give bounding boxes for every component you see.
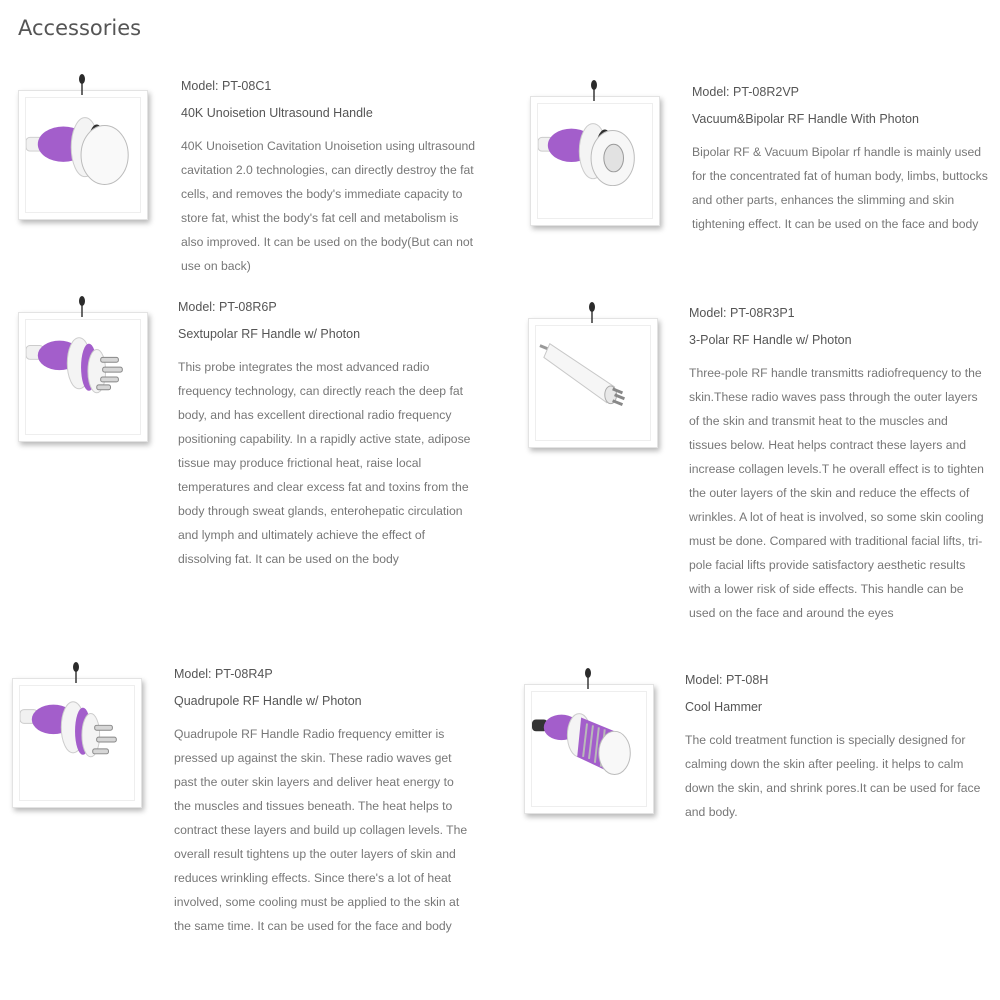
product-name: Sextupolar RF Handle w/ Photon: [178, 327, 361, 341]
ultrasound-handle-icon: [26, 98, 140, 212]
sextupolar-rf-handle-icon: [26, 320, 140, 434]
product-name: Quadrupole RF Handle w/ Photon: [174, 694, 362, 708]
product-name: 40K Unoisetion Ultrasound Handle: [181, 106, 373, 120]
pushpin-icon: [71, 661, 81, 687]
product-description: Quadrupole RF Handle Radio frequency emitter is pressed up against the skin. These radio waves get past the outer skin layers and deliver heat energy to the muscles and tissues beneath. The heat helps to contract these layers and build up collagen levels. The overall result tightens up the outer layers of skin and reduces wrinkling effects. Since there's a lot of heat involved, some cooling must be applied to the skin at the same time. It can be used for the face and body: [174, 727, 468, 933]
model-number: Model: PT-08R3P1: [689, 306, 795, 320]
product-description: Three-pole RF handle transmitts radiofrequency to the skin.These radio waves pass through the outer layers of the skin and transmit heat to the muscles and tissues below. Heat helps contract these layers and increase collagen levels.T he overall effect is to tighten the outer layers of the skin and reduce the effects of wrinkles. A lot of heat is involved, so some skin cooling must be done. Compared with traditional facial lifts, tri-pole facial lifts provide satisfactory aesthetic results with a lower risk of side effects. This handle can be used on the face and around the eyes: [689, 366, 984, 620]
pushpin-icon: [589, 79, 599, 105]
product-photo: [12, 678, 142, 808]
product-description: The cold treatment function is specially designed for calming down the skin after peeling. it helps to calm down the skin, and shrink pores.It can be used for face and body.: [685, 733, 981, 819]
product-name: 3-Polar RF Handle w/ Photon: [689, 333, 852, 347]
product-photo: [524, 684, 654, 814]
vacuum-rf-handle-icon: [538, 104, 652, 218]
product-name: Cool Hammer: [685, 700, 763, 714]
model-number: Model: PT-08C1: [181, 79, 272, 93]
pushpin-icon: [583, 667, 593, 693]
page-title: Accessories: [18, 16, 142, 40]
product-description: This probe integrates the most advanced radio frequency technology, can directly reach the deep fat body, and has excellent directional radio frequency positioning capability. In a rapidly active state, adipose tissue may produce frictional heat, raise local temperatures and clear excess fat and toxins from the body through sweat glands, enterohepatic circulation and lymph and ultimately achieve the effect of dissolving fat. It can be used on the body: [178, 360, 471, 566]
product-photo: [18, 90, 148, 220]
product-photo: [18, 312, 148, 442]
pushpin-icon: [587, 301, 597, 327]
model-number: Model: PT-08R4P: [174, 667, 273, 681]
product-name: Vacuum&Bipolar RF Handle With Photon: [692, 112, 919, 126]
quadrupole-rf-handle-icon: [20, 686, 134, 800]
model-number: Model: PT-08H: [685, 673, 769, 687]
pushpin-icon: [77, 73, 87, 99]
model-number: Model: PT-08R6P: [178, 300, 277, 314]
model-number: Model: PT-08R2VP: [692, 85, 799, 99]
product-description: Bipolar RF & Vacuum Bipolar rf handle is mainly used for the concentrated fat of human body, limbs, buttocks and other parts, enhances the slimming and skin tightening effect. It can be used on the face and body: [692, 145, 988, 231]
product-photo: [528, 318, 658, 448]
product-description: 40K Unoisetion Cavitation Unoisetion using ultrasound cavitation 2.0 technologies, can directly destroy the fat cells, and removes the body's immediate capacity to store fat, whist the body's fat cell and metabolism is also improved. It can be used on the body(But can not use on back): [181, 139, 476, 273]
tripolar-rf-handle-icon: [536, 326, 650, 440]
cool-hammer-icon: [532, 692, 646, 806]
pushpin-icon: [77, 295, 87, 321]
product-photo: [530, 96, 660, 226]
